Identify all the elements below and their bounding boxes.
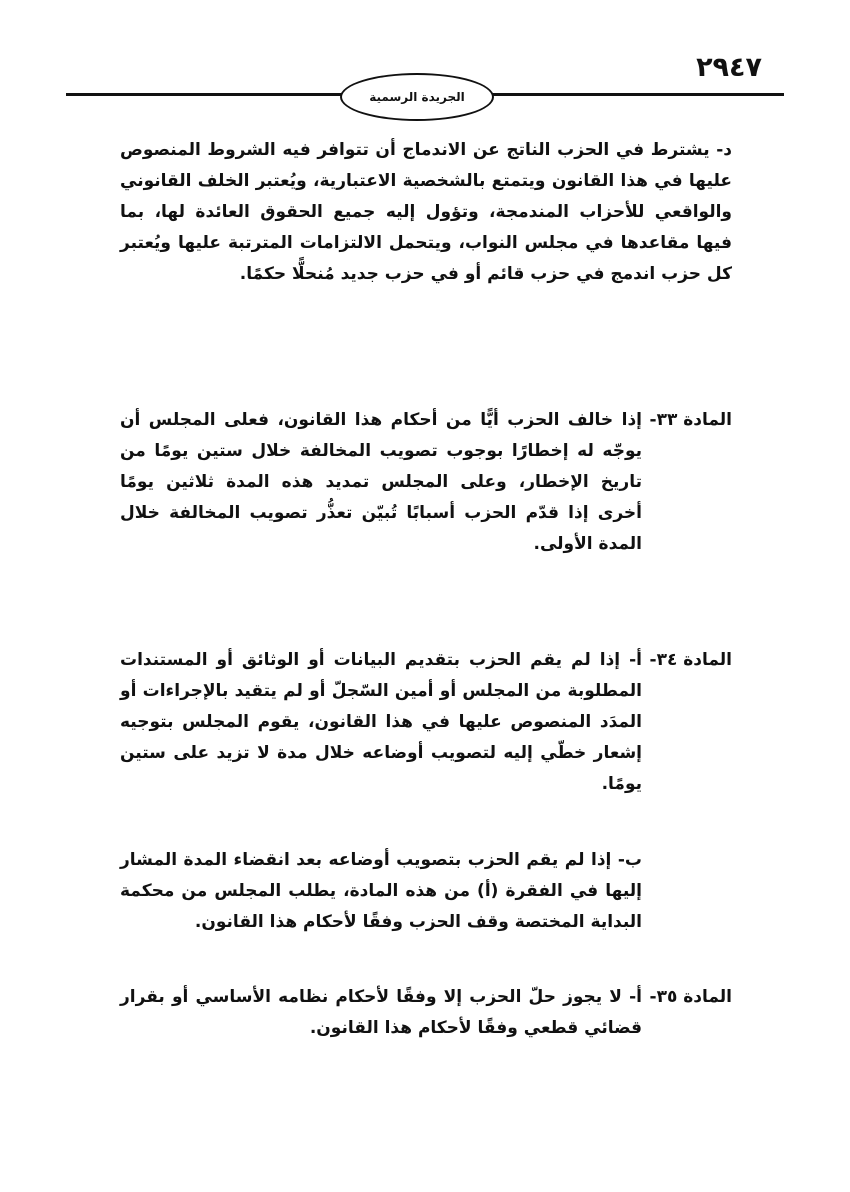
gazette-name: الجريدة الرسمية [369,90,465,104]
article-35-clause-a: أ- لا يجوز حلّ الحزب إلا وفقًا لأحكام نظامه الأساسي أو بقرار قضائي قطعي وفقًا لأحكام هذا القانون. [120,987,642,1038]
article-33-text: إذا خالف الحزب أيًّا من أحكام هذا القانون، فعلى المجلس أن يوجّه له إخطارًا بوجوب تصويب المخالفة خلال ستين يومًا من تاريخ الإخطار، وعلى المجلس تمديد هذه المدة ثلاثين يومًا أخرى إذا قدّم الحزب أسبابًا تُبيّن تعذُّر تصويب المخالفة خلال المدة الأولى. [120,410,642,554]
article-33-label: المادة ٣٣- [649,410,732,430]
article-35-label: المادة ٣٥- [649,987,732,1007]
article-34-clause-a: أ- إذا لم يقم الحزب بتقديم البيانات أو الوثائق أو المستندات المطلوبة من المجلس أو أمين السّجلّ أو لم يتقيد بالإجراءات أو المدَد المنصوص عليها في هذا القانون، يقوم المجلس بتوجيه إشعار خطّي إليه لتصويب أوضاعه خلال مدة لا تزيد على ستين يومًا. [120,650,642,794]
article-34-label: المادة ٣٤- [649,650,732,670]
gazette-name-badge [340,73,494,121]
clause-d: د- يشترط في الحزب الناتج عن الاندماج أن تتوافر فيه الشروط المنصوص عليها في هذا القانون ويتمتع بالشخصية الاعتبارية، ويُعتبر الخلف القانوني والواقعي للأحزاب المندمجة، وتؤول إليه جميع الحقوق العائدة لها، بما فيها مقاعدها في مجلس النواب، ويتحمل الالتزامات المترتبة عليها ويُعتبر كل حزب اندمج في حزب قائم أو في حزب جديد مُنحلًّا حكمًا. [120,140,732,284]
article-34-clause-b: ب- إذا لم يقم الحزب بتصويب أوضاعه بعد انقضاء المدة المشار إليها في الفقرة (أ) من هذه المادة، يطلب المجلس من محكمة البداية المختصة وقف الحزب وفقًا لأحكام هذا القانون. [120,850,642,932]
page-number: ٢٩٤٧ [696,52,762,83]
